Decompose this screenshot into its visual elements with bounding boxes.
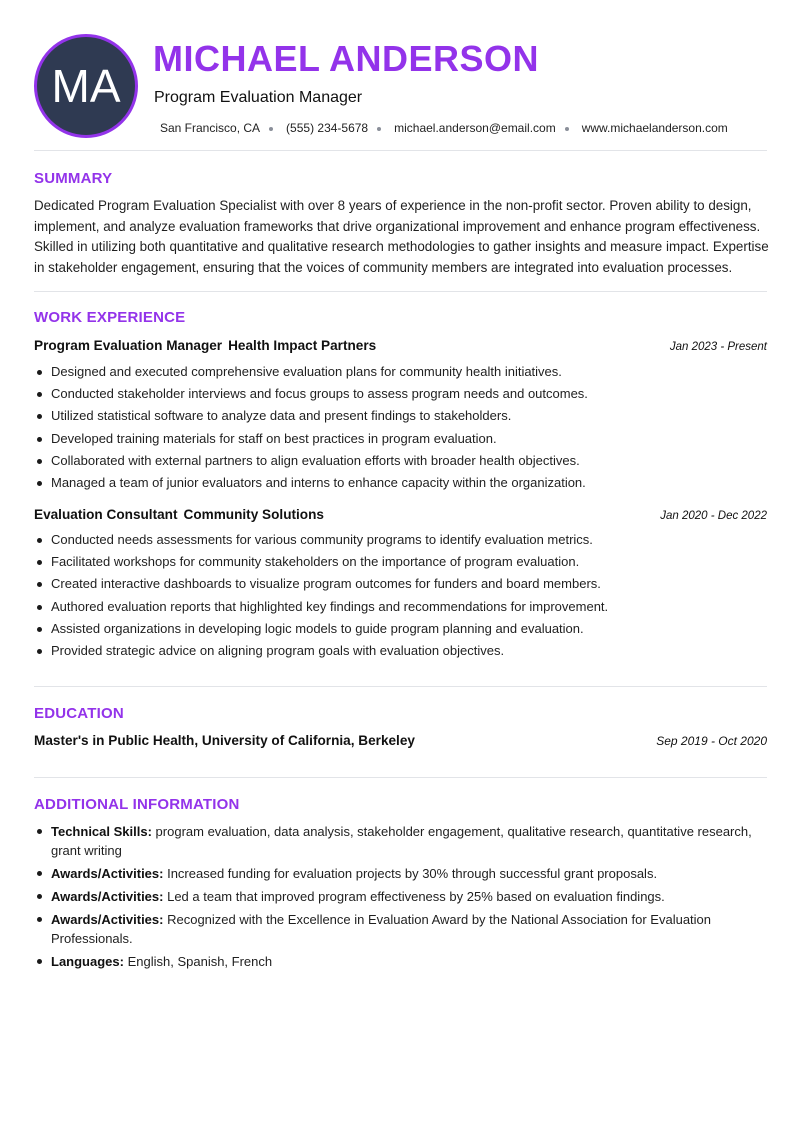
list-item: Authored evaluation reports that highlighted key findings and recommendations for improvement. [34, 599, 767, 615]
section-divider [34, 686, 767, 687]
avatar-initials: MA [51, 60, 121, 112]
list-item: Utilized statistical software to analyze data and present findings to stakeholders. [34, 408, 767, 424]
job-role: Program Evaluation Manager [34, 338, 223, 353]
section-divider [34, 777, 767, 778]
job-header [34, 338, 767, 353]
avatar [34, 34, 138, 138]
list-item: Collaborated with external partners to align evaluation efforts with broader health objectives. [34, 453, 767, 469]
info-text: Recognized with the Excellence in Evaluation Award by the National Association for Evaluation Professionals. [51, 912, 712, 946]
additional-heading: ADDITIONAL INFORMATION [34, 796, 240, 813]
job-role: Evaluation Consultant [34, 507, 178, 522]
list-item: Created interactive dashboards to visualize program outcomes for funders and board members. [34, 576, 767, 592]
info-label: Awards/Activities: [51, 912, 164, 927]
info-text: Increased funding for evaluation projects by 30% through successful grant proposals. [167, 866, 658, 881]
contact-phone: (555) 234-5678 [286, 121, 369, 135]
education-dates: Sep 2019 - Oct 2020 [656, 734, 767, 748]
contact-location: San Francisco, CA [160, 121, 261, 135]
experience-heading: WORK EXPERIENCE [34, 309, 186, 326]
separator-dot [377, 127, 381, 131]
education-entry [34, 733, 767, 748]
section-divider [34, 291, 767, 292]
list-item [34, 822, 774, 860]
additional-list [34, 822, 774, 975]
list-item [34, 952, 774, 971]
job-dates: Jan 2023 - Present [669, 341, 767, 353]
info-label: Awards/Activities: [51, 866, 164, 881]
job-title-company [34, 338, 376, 353]
list-item [34, 864, 774, 883]
contact-bar [160, 121, 728, 135]
job-company: Community Solutions [183, 507, 324, 522]
job-title-company [34, 507, 324, 522]
list-item: Developed training materials for staff on best practices in program evaluation. [34, 431, 767, 447]
candidate-title: Program Evaluation Manager [154, 89, 363, 106]
info-label: Languages: [51, 954, 124, 969]
info-text: program evaluation, data analysis, stakeholder engagement, qualitative research, quantitative research, grant writing [51, 824, 752, 858]
contact-website[interactable]: www.michaelanderson.com [581, 121, 728, 135]
job-dates: Jan 2020 - Dec 2022 [660, 510, 767, 522]
education-degree: Master's in Public Health, University of California, Berkeley [34, 733, 415, 748]
list-item: Designed and executed comprehensive evaluation plans for community health initiatives. [34, 364, 767, 380]
list-item: Managed a team of junior evaluators and interns to enhance capacity within the organization. [34, 475, 767, 491]
list-item: Conducted stakeholder interviews and focus groups to assess program needs and outcomes. [34, 386, 767, 402]
info-label: Awards/Activities: [51, 889, 164, 904]
list-item [34, 887, 774, 906]
section-divider [34, 150, 767, 151]
job-header [34, 507, 767, 522]
list-item: Provided strategic advice on aligning program goals with evaluation objectives. [34, 643, 767, 659]
summary-text: Dedicated Program Evaluation Specialist with over 8 years of experience in the non-profit sector. Proven ability to design, implement, and analyze evaluation frameworks that drive organizational improvement and enhance program effectiveness. Skilled in utilizing both quantitative and qualitative research methodologies to gather insights and measure impact. Expertise in stakeholder engagement, ensuring that the voices of community members are integrated into evaluation processes. [34, 198, 769, 275]
separator-dot [565, 127, 569, 131]
job-bullets [34, 532, 767, 665]
list-item: Conducted needs assessments for various community programs to identify evaluation metrics. [34, 532, 767, 548]
contact-email[interactable]: michael.anderson@email.com [394, 121, 556, 135]
candidate-name: MICHAEL ANDERSON [153, 38, 540, 79]
separator-dot [269, 127, 273, 131]
list-item: Facilitated workshops for community stakeholders on the importance of program evaluation. [34, 554, 767, 570]
job-company: Health Impact Partners [228, 338, 377, 353]
summary-heading: SUMMARY [34, 170, 113, 187]
job-bullets [34, 364, 767, 497]
education-heading: EDUCATION [34, 705, 124, 722]
list-item [34, 910, 774, 948]
info-label: Technical Skills: [51, 824, 152, 839]
list-item: Assisted organizations in developing logic models to guide program planning and evaluation. [34, 621, 767, 637]
info-text: Led a team that improved program effectiveness by 25% based on evaluation findings. [167, 889, 665, 904]
info-text: English, Spanish, French [127, 954, 273, 969]
